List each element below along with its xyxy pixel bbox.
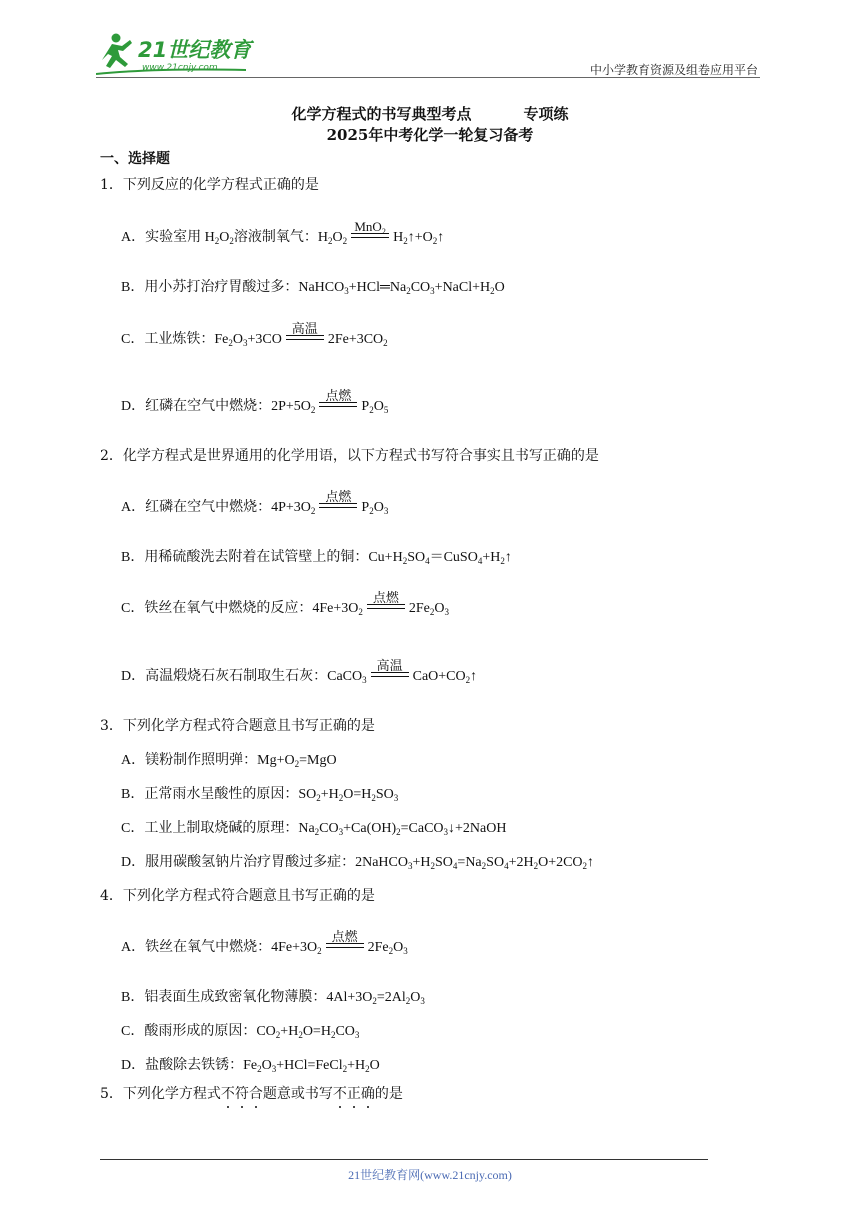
title-line-1: 化学方程式的书写典型考点 专项练 <box>291 105 569 123</box>
page-header <box>96 30 760 78</box>
emphasis-char: 符 <box>235 1083 249 1103</box>
emphasis-char: 确 <box>361 1083 375 1103</box>
question-4-stem: 4．下列化学方程式符合题意且书写正确的是 <box>100 888 375 904</box>
question-4-option-b[interactable]: B．铝表面生成致密氧化物薄膜：$4Al+3O_2=2Al_2O_3$ <box>121 990 425 1006</box>
question-2-option-a[interactable]: A．红磷在空气中燃烧：$4P+3O_2$ 点燃 $P_2O_3$ <box>121 489 389 516</box>
emphasis-char: 不 <box>333 1083 347 1103</box>
question-4-option-c[interactable]: C．酸雨形成的原因：$CO_2+H_2O=H_2CO_3$ <box>121 1024 360 1040</box>
condition-mark: 高温 <box>368 666 412 680</box>
header-divider <box>96 77 760 78</box>
question-1-option-d[interactable]: D．红磷在空气中燃烧：$2P+5O_2$ 点燃 $P_2O_5$ <box>121 388 389 415</box>
question-4-option-a[interactable]: A．铁丝在氧气中燃烧：$4Fe+3O_2$ 点燃 $2Fe_2O_3$ <box>121 929 408 956</box>
svg-text:www.21cnjy.com: www.21cnjy.com <box>142 63 218 73</box>
footer-link[interactable]: 21世纪教育网(www.21cnjy.com) <box>348 1168 512 1182</box>
condition-mark: 高温 <box>283 329 327 343</box>
question-5-stem: 5．下列化学方程式不符合题意或书写不正确的是 <box>100 1083 403 1103</box>
question-2-stem: 2．化学方程式是世界通用的化学用语，以下方程式书写符合事实且书写正确的是 <box>100 448 599 464</box>
title-line-2: 2025年中考化学一轮复习备考 <box>326 126 534 144</box>
condition-mark: MnO$_2$ <box>348 227 392 241</box>
svg-text:21世纪教育: 21世纪教育 <box>138 38 252 62</box>
platform-name: 中小学教育资源及组卷应用平台 <box>589 63 758 77</box>
condition-mark: 点燃 <box>316 497 360 511</box>
question-3-option-b[interactable]: B．正常雨水呈酸性的原因：$SO_2+H_2O=H_2SO_3$ <box>121 787 399 803</box>
condition-mark: 点燃 <box>316 396 360 410</box>
question-2-option-d[interactable]: D．高温煅烧石灰石制取生石灰：CaCO$_3$ 高温 $CaO+CO_2↑$ <box>121 658 478 685</box>
question-2-option-b[interactable]: B．用稀硫酸洗去附着在试管壁上的铜：$Cu+H_2SO_4=CuSO_4+H_2↑$ <box>121 550 512 566</box>
condition-mark: 点燃 <box>323 937 367 951</box>
question-1-stem: 1．下列反应的化学方程式正确的是 <box>100 177 319 193</box>
question-2-option-c[interactable]: C．铁丝在氧气中燃烧的反应：$4Fe+3O_2$ 点燃 $2Fe_2O_3$ <box>121 590 449 617</box>
question-1-option-b[interactable]: B．用小苏打治疗胃酸过多：$NaHCO_3+HCl═Na_2CO_3+NaCl+H_2O$ <box>121 280 505 296</box>
question-4-option-d[interactable]: D．盐酸除去铁锈：$Fe_2O_3+HCl=FeCl_2+H_2O$ <box>121 1058 380 1074</box>
question-1-option-a[interactable]: A．实验室用 $H_2O_2$溶液制氧气：$H_2O_2$ MnO$_2$ $H_2↑+O_2↑$ <box>121 219 445 246</box>
emphasis-char: 正 <box>347 1083 361 1103</box>
emphasis-dotted <box>221 1086 263 1102</box>
section-heading: 一、选择题 <box>100 151 170 167</box>
emphasis-dotted <box>333 1086 375 1102</box>
condition-mark: 点燃 <box>364 598 408 612</box>
emphasis-char: 不 <box>221 1083 235 1103</box>
question-1-option-c[interactable]: C．工业炼铁：$Fe_2O_3+3CO$ 高温 $2Fe+3CO_2$ <box>121 321 388 348</box>
question-3-option-a[interactable]: A．镁粉制作照明弹：$Mg+O_2=MgO$ <box>121 753 337 769</box>
logo-21cnjy <box>96 30 266 76</box>
question-3-option-c[interactable]: C．工业上制取烧碱的原理：$Na_2CO_3+Ca(OH)_2=CaCO_3↓+2NaOH$ <box>121 821 507 837</box>
question-3-option-d[interactable]: D．服用碳酸氢钠片治疗胃酸过多症：$2NaHCO_3+H_2SO_4=Na_2SO_4+2H_2O+2CO_2↑$ <box>121 855 595 871</box>
emphasis-char: 合 <box>249 1083 263 1103</box>
footer-divider <box>100 1159 708 1160</box>
question-3-stem: 3．下列化学方程式符合题意且书写正确的是 <box>100 718 375 734</box>
